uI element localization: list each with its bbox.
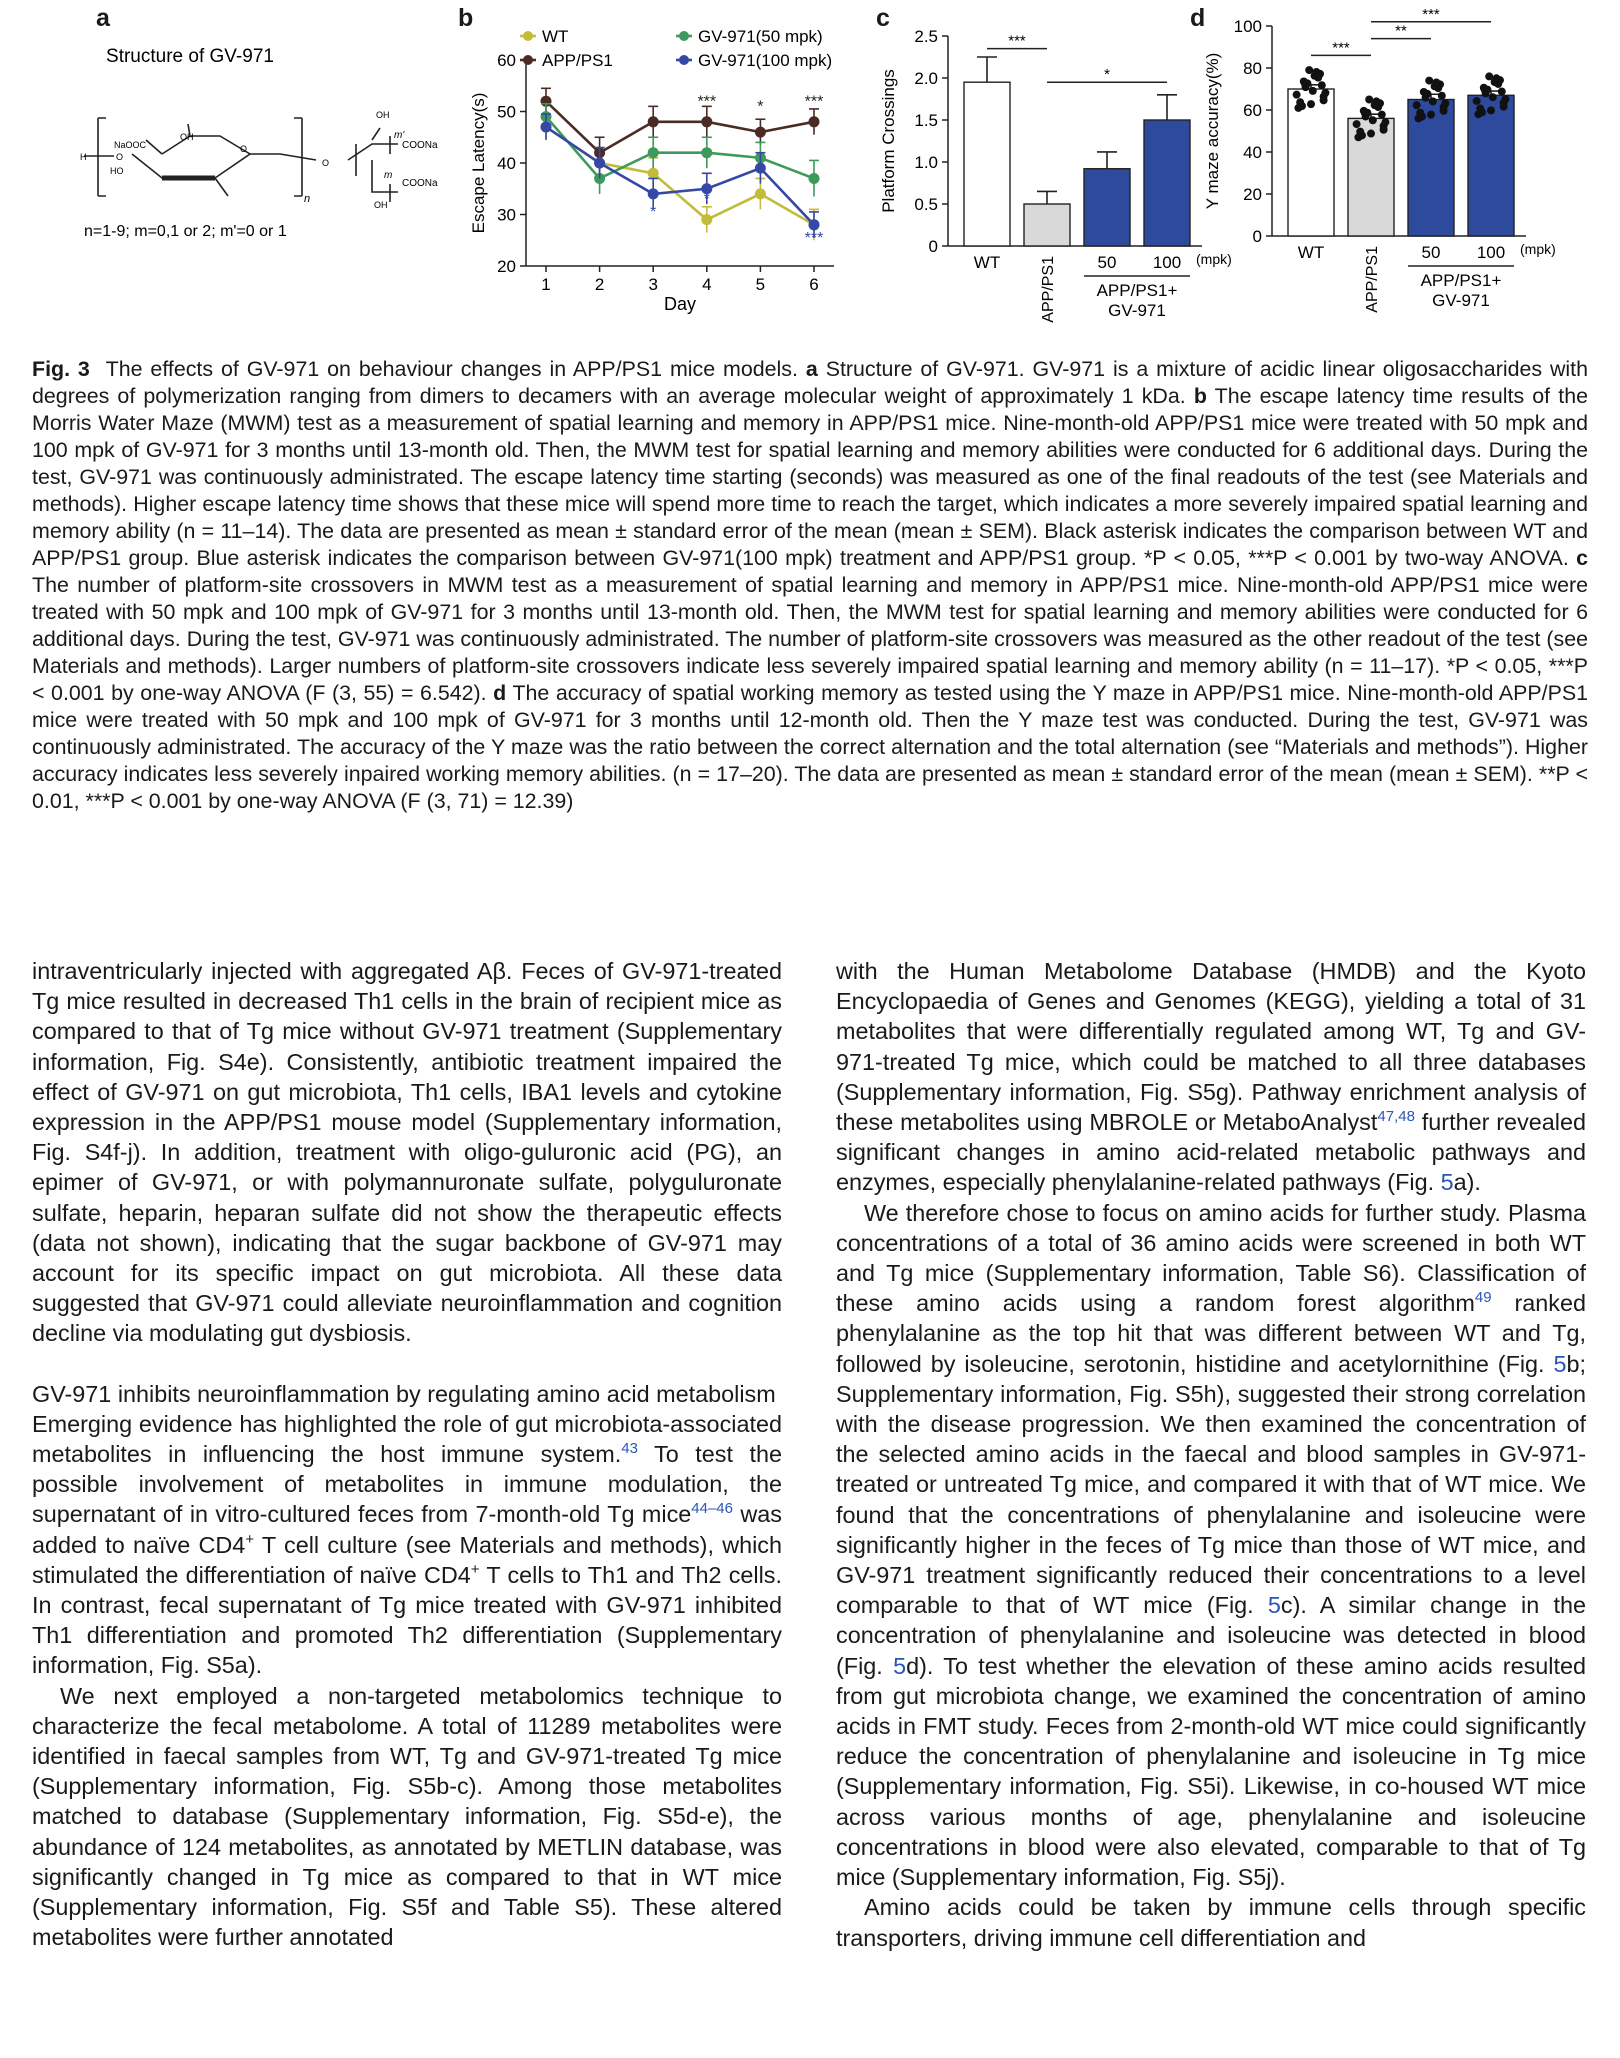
data-point	[1307, 100, 1315, 108]
unit-label: (mpk)	[1520, 241, 1556, 257]
y-tick-label: 20	[497, 257, 516, 276]
figure-link[interactable]: 5	[1267, 1592, 1281, 1619]
significance-star: *	[703, 191, 710, 209]
category-label: APP/PS1	[1040, 256, 1057, 323]
label-naooc: NaOOC	[114, 140, 147, 150]
label-m: m	[384, 170, 393, 181]
y-tick-label: 1.0	[914, 153, 938, 172]
text-span: Emerging evidence has highlighted the role of gut microbiota-associated metabolites in influencing the host immune system.	[32, 1410, 782, 1468]
figure-link[interactable]: 5	[1440, 1169, 1454, 1196]
data-point	[1441, 99, 1449, 107]
data-point	[1501, 95, 1509, 103]
reference-link[interactable]: 43	[621, 1440, 638, 1458]
structure-title: Structure of GV-971	[106, 46, 274, 67]
text-span: ranked phenylalanine as the top hit that was different between WT and Tg, followed by isoleucine, serotonin, histidine and acetylornithine (Fig.	[836, 1290, 1586, 1377]
reference-link[interactable]: 44–46	[691, 1500, 733, 1518]
panel-letter-a: a	[96, 4, 110, 32]
text-span: To test the possible involvement of metabolites in immune modulation, the supernatant of in vitro-cultured feces from 7-month-old Tg mice	[32, 1441, 782, 1528]
data-point	[1429, 97, 1437, 105]
y-tick-label: 2.5	[914, 27, 938, 46]
category-label: 100	[1152, 253, 1182, 272]
text-span: T cells to Th1 and Th2 cells. In contrast, fecal supernatant of Tg mice treated with GV-971 inhibited Th1 differentiation and promoted Th2 differentiation (Supplementary information, Fig. S5a).	[32, 1561, 782, 1679]
panel-b-line-chart	[462, 20, 862, 314]
data-point	[1500, 103, 1508, 111]
group-label-line-2: GV-971	[1108, 301, 1166, 320]
bar	[1144, 120, 1190, 246]
significance-star: ***	[1422, 5, 1440, 23]
x-tick-label: 5	[755, 275, 766, 294]
data-point	[1360, 107, 1368, 115]
data-point	[1356, 128, 1364, 136]
bar	[1288, 89, 1334, 236]
superscript: +	[470, 1561, 480, 1579]
y-tick-label: 0	[1252, 227, 1262, 246]
panel-c-bar-chart	[876, 20, 1232, 340]
text-span: We therefore chose to focus on amino acids for further study. Plasma concentrations of a total of 36 amino acids were screened in both WT and Tg mice (Supplementary information, Table S6). Classification of these amino acids using a random forest algorithm	[836, 1199, 1586, 1317]
data-point	[1427, 111, 1435, 119]
legend-label: GV-971(50 mpk)	[698, 27, 823, 46]
label-n: n	[304, 193, 311, 205]
series-line	[546, 98, 814, 153]
y-tick-label: 0	[928, 237, 938, 256]
label-oh-1: OH	[180, 132, 194, 142]
data-point	[1312, 68, 1320, 76]
caption-a-text: Structure of GV-971. GV-971 is a mixture of acidic linear oligosaccharides with degrees of polymerization ranging from dimers to decamers with an average molecular weight of approximately 1 kDa.	[32, 357, 1589, 408]
data-point	[1365, 96, 1373, 104]
data-point	[1381, 118, 1389, 126]
caption-d-text: The accuracy of spatial working memory as tested using the Y maze in APP/PS1 mice. Nine-month-old APP/PS1 mice were treated with 50 mpk and 100 mpk of GV-971 for 3 months until 12-month old. Then the Y maze test was conducted. During the test, GV-971 was continuously administrated. The accuracy of the Y maze was the ratio between the correct alternation and the total alternation (see “Materials and methods”). Higher accuracy indicates less severely inpaired working memory abilities. (n = 17–20). The data are presented as mean ± standard error of the mean (mean ± SEM). **P < 0.01, ***P < 0.001 by one-way ANOVA (F (3, 71) = 12.39)	[32, 681, 1589, 813]
data-point	[1432, 78, 1440, 86]
data-point	[594, 158, 605, 169]
right-paragraph-2	[836, 1198, 1586, 1893]
structure-note: n=1-9; m=0,1 or 2; m'=0 or 1	[84, 223, 287, 240]
label-h: H	[80, 152, 87, 162]
significance-star: *	[650, 204, 657, 222]
group-label-line-1: APP/PS1+	[1096, 281, 1178, 300]
y-tick-label: 0.5	[914, 195, 938, 214]
y-tick-label: 50	[497, 102, 516, 122]
label-o-2: O	[240, 144, 248, 154]
category-label: WT	[1297, 243, 1325, 262]
significance-star: **	[1395, 22, 1407, 40]
figure-link[interactable]: 5	[1553, 1350, 1567, 1377]
category-label: APP/PS1	[1364, 246, 1381, 313]
data-point	[1416, 109, 1424, 117]
data-point	[1413, 101, 1421, 109]
legend-label: APP/PS1	[542, 51, 613, 70]
data-point	[648, 116, 659, 127]
data-point	[1438, 92, 1446, 100]
label-ho: HO	[110, 166, 124, 176]
left-column	[32, 956, 782, 1953]
panel-a-structure	[80, 36, 440, 256]
right-paragraph-3: Amino acids could be taken by immune cells through specific transporters, driving immune cell differentiation and	[836, 1894, 1586, 1951]
legend-marker	[523, 31, 533, 41]
caption-b-label: b	[1193, 384, 1207, 408]
x-tick-label: 4	[702, 275, 712, 294]
data-point	[1420, 88, 1428, 96]
left-paragraph-1: intraventricularly injected with aggregated Aβ. Feces of GV-971-treated Tg mice resulted in decreased Th1 cells in the brain of recipient mice as compared to that of Tg mice without GV-971 treatment (Supplementary information, Fig. S4e). Consistently, antibiotic treatment impaired the effect of GV-971 on gut microbiota, Th1 cells, IBA1 levels and cytokine expression in the APP/PS1 mouse model (Supplementary information, Fig. S4f-j). In addition, treatment with oligo-guluronic acid (PG), an epimer of GV-971, or with polymannuronate sulfate, polyguluronate sulfate, heparin, heparan sulfate did not show the therapeutic effects (data not shown), indicating that the sugar backbone of GV-971 may account for its specific impact on gut microbiota. All these data suggested that GV-971 could alleviate neuroinflammation and cognition decline via modulating gut dysbiosis.	[32, 958, 782, 1347]
data-point	[809, 116, 820, 127]
text-span: further revealed significant changes in amino acid-related metabolic pathways and enzymes, especially phenylalanine-related pathways (Fig.	[836, 1109, 1586, 1196]
significance-star: ***	[804, 229, 824, 247]
y-tick-label: 30	[497, 205, 516, 225]
caption-c-label: c	[1576, 546, 1588, 570]
caption-title: The effects of GV-971 on behaviour changes in APP/PS1 mice models.	[105, 357, 798, 381]
data-point	[1498, 88, 1506, 96]
label-o-3: O	[322, 158, 330, 168]
y-tick-label: 40	[497, 154, 516, 173]
series-line	[546, 117, 814, 179]
data-point	[809, 219, 820, 230]
data-point	[541, 121, 552, 132]
label-coona-1: COONa	[402, 140, 438, 151]
data-point	[648, 188, 659, 199]
data-point	[701, 147, 712, 158]
data-point	[1320, 96, 1328, 104]
y-tick-label: 60	[497, 51, 516, 70]
group-label-line-1: APP/PS1+	[1420, 271, 1502, 290]
data-point	[1380, 126, 1388, 134]
data-point	[809, 173, 820, 184]
data-point	[1305, 66, 1313, 74]
left-paragraph-3: We next employed a non-targeted metabolomics technique to characterize the fecal metabolome. A total of 11289 metabolites were identified in faecal samples from WT, Tg and GV-971-treated Tg mice (Supplementary information, Fig. S5b-c). Among those metabolites matched to database (Supplementary information, Fig. S5d-e), the abundance of 124 metabolites, as annotated by METLIN database, was significantly changed in Tg mice as compared to that in WT mice (Supplementary information, Fig. S5f and Table S5). These altered metabolites were further annotated	[32, 1682, 782, 1951]
y-tick-label: 80	[1243, 59, 1262, 78]
caption-label: Fig. 3	[32, 357, 90, 381]
bar	[1084, 169, 1130, 246]
significance-star: *	[757, 98, 764, 116]
group-label-line-2: GV-971	[1432, 291, 1490, 310]
category-label: 50	[1421, 243, 1441, 262]
y-tick-label: 2.0	[914, 69, 938, 88]
data-point	[755, 188, 766, 199]
y-axis-label: Platform Crossings	[879, 69, 898, 213]
text-span: d). To test whether the elevation of these amino acids resulted from gut microbiota change, we examined the concentration of amino acids in FMT study. Feces from 2-month-old WT mice could significantly reduce the concentration of phenylalanine and isoleucine in Tg mice (Supplementary information, Fig. S5i). Likewise, in co-housed WT mice across various months of age, phenylalanine and isoleucine concentrations in blood were also elevated, comparable to that of Tg mice (Supplementary information, Fig. S5j).	[836, 1652, 1587, 1891]
right-column	[836, 956, 1586, 1953]
data-point	[1440, 107, 1448, 115]
caption-a-label: a	[805, 357, 818, 381]
data-point	[1425, 77, 1433, 85]
category-label: 50	[1097, 253, 1117, 272]
legend-label: GV-971(100 mpk)	[698, 51, 833, 70]
text-span: with the Human Metabolome Database (HMDB) and the Kyoto Encyclopaedia of Genes and Genomes (KEGG), yielding a total of 31 metabolites that were differentially regulated among WT, Tg and GV-971-treated Tg mice, which could be matched to all three databases (Supplementary information, Fig. S5g). Pathway enrichment analysis of these metabolites using MBROLE or MetaboAnalyst	[836, 958, 1586, 1136]
bar	[1024, 204, 1070, 246]
text-span: a).	[1453, 1169, 1481, 1196]
data-point	[1367, 130, 1375, 138]
label-mprime: m'	[394, 130, 405, 141]
data-point	[1487, 106, 1495, 114]
right-paragraph-1	[836, 956, 1586, 1198]
section-heading: GV-971 inhibits neuroinflammation by regulating amino acid metabolism	[32, 1380, 776, 1407]
data-point	[1372, 97, 1380, 105]
data-point	[1489, 93, 1497, 101]
left-paragraph-2	[32, 1409, 782, 1681]
data-point	[1321, 89, 1329, 97]
y-axis-label: Escape Latency(s)	[469, 92, 488, 234]
significance-star: ***	[804, 93, 824, 111]
significance-star: ***	[1008, 32, 1026, 50]
x-axis-label: Day	[663, 294, 697, 314]
text-span: b; Supplementary information, Fig. S5h), suggested their strong correlation with the disease progression. We then examined the concentration of the selected amino acids in the faecal and blood samples in GV-971-treated or untreated Tg mice, and compared it with that of WT mice. We found that the concentrations of phenylalanine and isoleucine were significantly higher in the feces of Tg mice than those of WT mice, and GV-971 treatment significantly reduced their concentrations to a level comparable to that of WT mice (Fig.	[836, 1350, 1586, 1619]
y-tick-label: 20	[1243, 185, 1262, 204]
data-point	[1473, 97, 1481, 105]
data-point	[648, 168, 659, 179]
data-point	[1293, 91, 1301, 99]
data-point	[1353, 120, 1361, 128]
caption-c-text: The number of platform-site crossovers in MWM test as a measurement of spatial learning and memory in APP/PS1 mice. Nine-month-old APP/PS1 mice were treated with 50 mpk and 100 mpk of GV-971 for 3 months until 13-month old. Then, the MWM test for spatial learning and memory abilities were conducted for 6 additional days. During the test, GV-971 was continuously administrated. The number of platform-site crossovers was measured as the other readout of the test (see Materials and methods). Larger numbers of platform-site crossovers indicate less severely impaired spatial learning and memory ability (n = 11–17). *P < 0.05, ***P < 0.001 by one-way ANOVA (F (3, 55) = 6.542).	[32, 573, 1588, 705]
data-point	[1309, 87, 1317, 95]
bar	[1468, 95, 1514, 236]
label-oh-3: OH	[374, 200, 388, 210]
bar	[964, 82, 1010, 246]
superscript: +	[245, 1530, 255, 1548]
legend-marker	[679, 31, 689, 41]
data-point	[1318, 81, 1326, 89]
y-axis-label: Y maze accuracy(%)	[1203, 52, 1222, 210]
figure-link[interactable]: 5	[893, 1652, 907, 1679]
significance-star: ***	[697, 93, 717, 111]
x-tick-label: 6	[809, 275, 819, 294]
figure-caption	[32, 356, 1588, 815]
data-point	[1485, 72, 1493, 80]
data-point	[1369, 116, 1377, 124]
legend-marker	[679, 55, 689, 65]
y-tick-label: 100	[1233, 17, 1262, 36]
data-point	[1492, 74, 1500, 82]
category-label: 100	[1476, 243, 1506, 262]
data-point	[701, 214, 712, 225]
caption-d-label: d	[493, 681, 507, 705]
data-point	[755, 163, 766, 174]
category-label: WT	[973, 253, 1001, 272]
x-tick-label: 2	[594, 275, 605, 294]
unit-label: (mpk)	[1196, 251, 1232, 267]
text-span: was added to naïve CD4	[32, 1501, 782, 1558]
reference-link[interactable]: 47,48	[1377, 1108, 1415, 1126]
significance-star: ***	[1332, 39, 1350, 57]
panel-letter-c: c	[876, 4, 890, 32]
data-point	[1300, 77, 1308, 85]
data-point	[1480, 84, 1488, 92]
x-tick-label: 3	[648, 275, 658, 294]
data-point	[1378, 111, 1386, 119]
label-coona-2: COONa	[402, 178, 438, 189]
data-point	[1476, 105, 1484, 113]
panel-d-bar-chart	[1200, 5, 1556, 340]
data-point	[1296, 98, 1304, 106]
legend-marker	[523, 55, 533, 65]
text-span: T cell culture (see Materials and methods), which stimulated the differentiation of naïve CD4	[32, 1531, 782, 1588]
data-point	[648, 147, 659, 158]
panel-letter-d: d	[1190, 4, 1206, 32]
x-tick-label: 1	[541, 275, 551, 294]
significance-star: *	[1104, 66, 1110, 84]
caption-b-text: The escape latency time results of the Morris Water Maze (MWM) test as a measurement of spatial learning and memory in APP/PS1 mice. Nine-month-old APP/PS1 mice were treated with 50 mpk and 100 mpk of GV-971 for 3 months until 13-month old. Then, the MWM test for spatial learning and memory abilities were conducted for 6 additional days. During the test, GV-971 was continuously administrated. The escape latency time starting (seconds) was measured as one of the final readouts of the test (see Materials and methods). Higher escape latency time shows that these mice will spend more time to reach the target, which indicates a more severely impaired spatial learning and memory ability (n = 11–14). The data are presented as mean ± standard error of the mean (mean ± SEM). Black asterisk indicates the comparison between WT and APP/PS1 group. Blue asterisk indicates the comparison between GV-971(100 mpk) treatment and APP/PS1 group. *P < 0.05, ***P < 0.001 by two-way ANOVA.	[32, 384, 1588, 570]
label-oh-2: OH	[376, 110, 390, 120]
reference-link[interactable]: 49	[1474, 1289, 1492, 1307]
figure-3	[0, 0, 1620, 350]
y-tick-label: 1.5	[914, 111, 938, 130]
data-point	[755, 127, 766, 138]
y-tick-label: 60	[1243, 101, 1262, 120]
data-point	[701, 116, 712, 127]
panel-letter-b: b	[458, 4, 474, 32]
legend-label: WT	[542, 27, 569, 46]
y-tick-label: 40	[1243, 143, 1262, 162]
label-o-1: O	[116, 152, 124, 162]
text-span: c). A similar change in the concentration of phenylalanine and isoleucine was detected in blood (Fig.	[836, 1592, 1586, 1679]
